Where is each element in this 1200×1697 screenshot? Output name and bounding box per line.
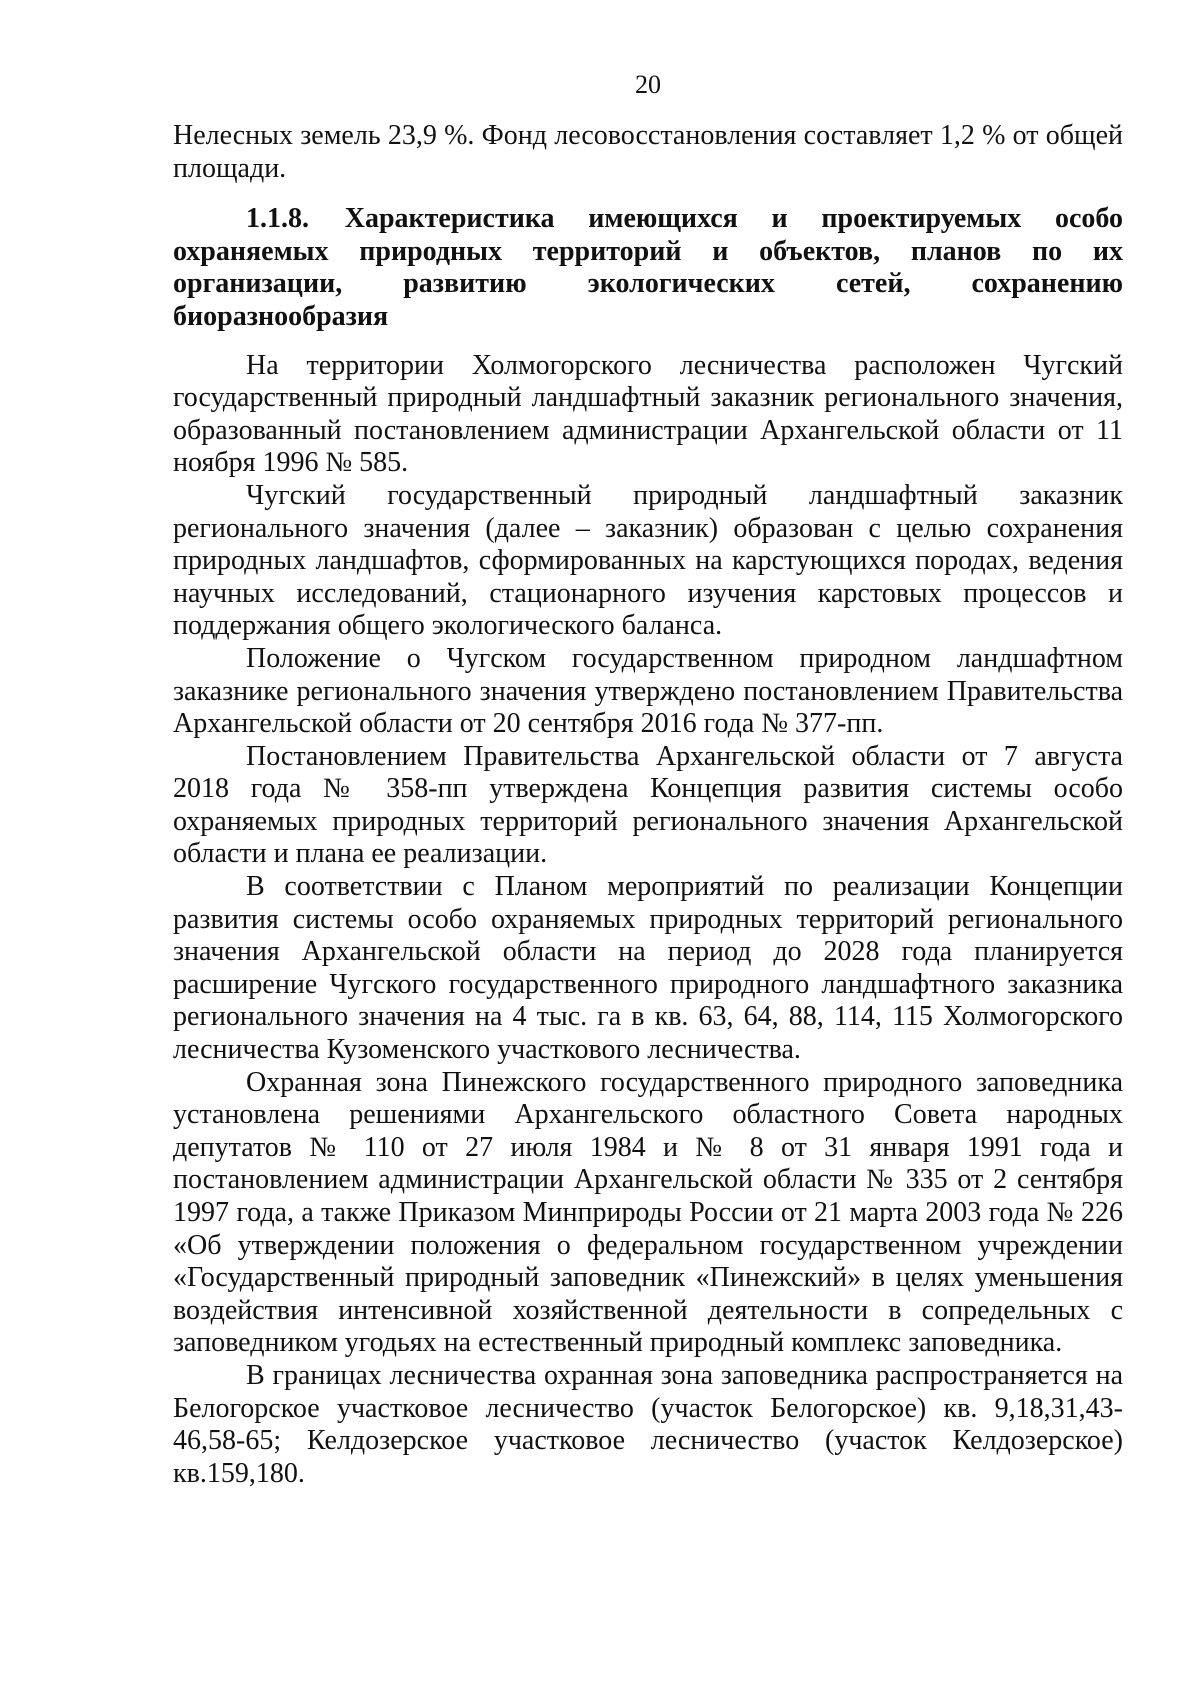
- paragraph-concept-resolution: Постановлением Правительства Архангельской области от 7 августа 2018 года № 358-пп утверждена Концепция развития системы особо охраняемых природных территорий регионального значения Архангельской области и плана ее реализации.: [173, 740, 1123, 870]
- paragraph-buffer-zone-quarters: В границах лесничества охранная зона заповедника распространяется на Белогорское участковое лесничество (участок Белогорское) кв. 9,18,31,43-46,58-65; Келдозерское участковое лесничество (участок Келдозерское) кв.159,180.: [173, 1359, 1123, 1489]
- document-page: [173, 70, 1123, 1490]
- section-number: 1.1.8.: [246, 203, 309, 235]
- page-number: 20: [635, 70, 661, 99]
- paragraph-expansion-plan: В соответствии с Планом мероприятий по реализации Концепции развития системы особо охраняемых природных территорий регионального значения Архангельской области на период до 2028 года планируется расширение Чугского государственного природного ландшафтного заказника регионального значения на 4 тыс. га в кв. 63, 64, 88, 114, 115 Холмогорского лесничества Кузоменского участкового лесничества.: [173, 871, 1123, 1066]
- paragraph-pinega-buffer-zone: Охранная зона Пинежского государственного природного заповедника установлена решениями Архангельского областного Совета народных депутатов № 110 от 27 июля 1984 и № 8 от 31 января 1991 года и постановлением администрации Архангельской области № 335 от 2 сентября 1997 года, а также Приказом Минприроды России от 21 марта 2003 года № 226 «Об утверждении положения о федеральном государственном учреждении «Государственный природный заповедник «Пинежский» в целях уменьшения воздействия интенсивной хозяйственной деятельности в сопредельных с заповедником угодьях на естественный природный комплекс заповедника.: [173, 1066, 1123, 1359]
- section-title: Характеристика имеющихся и проектируемых особо охраняемых природных территорий и объектов, планов по их организации, развитию экологических сетей, сохранению биоразнообразия: [173, 203, 1124, 332]
- intro-paragraph: Нелесных земель 23,9 %. Фонд лесовосстановления составляет 1,2 % от общей площади.: [173, 120, 1123, 184]
- paragraph-reserve-regulation: Положение о Чугском государственном природном ландшафтном заказнике регионального значения утверждено постановлением Правительства Архангельской области от 20 сентября 2016 года № 377-пп.: [173, 642, 1123, 740]
- paragraph-chug-reserve: На территории Холмогорского лесничества расположен Чугский государственный природный ландшафтный заказник регионального значения, образованный постановлением администрации Архангельской области от 11 ноября 1996 № 585.: [173, 349, 1123, 479]
- paragraph-reserve-purpose: Чугский государственный природный ландшафтный заказник регионального значения (далее – заказник) образован с целью сохранения природных ландшафтов, сформированных на карстующихся породах, ведения научных исследований, стационарного изучения карстовых процессов и поддержания общего экологического баланса.: [173, 479, 1123, 642]
- section-heading: [173, 203, 1123, 333]
